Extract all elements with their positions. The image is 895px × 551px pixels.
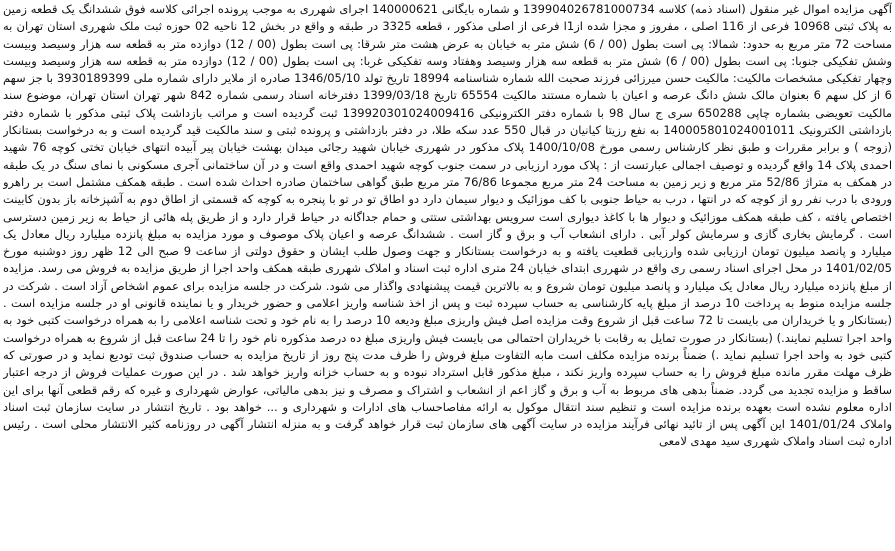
notice-document	[3, 1, 892, 549]
auction-notice-text: آگهی مزایده اموال غیر منقول (اسناد ذمه) کلاسه 139904026781000734 و شماره بایگانی 140000621 اجرای شهرری به موجب پرونده اجرائی کلاسه فوق ششدانگ یک قطعه زمین به پلاک ثبتی 10968 فرعی از 116 اصلی ، مفروز و مجزا شده از1ا فرعی از اصلی مذکور ، قطعه 3325 در طبقه و واقع در بخش 12 ناحیه 02 حوزه ثبت ملک شهرری استان تهران به مساحت 72 متر مربع به حدود: شمالا: پی است بطول (00 / 6) شش متر به خیابان به عرض هشت متر شرقا: پی است بطول (00 / 12) دوازده متر به قطعه سه هزار وسیصد وبیست وشش تفکیکی جنوبا: پی است بطول (00 / 6) شش متر به قطعه سه هزار وسیصد وهفتاد وسه تفکیکی غربا: پی است بطول (00 / 12) دوازده متر به قطعه سه هزار وسیصد وبیست وچهار تفکیکی مشخصات مالکیت: مالکیت حسن میرزائی فرزند صحبت الله شماره شناسنامه 18994 تاریخ تولد 1346/05/10 صادره از ملایر دارای شماره ملی 3930189399 با جز سهم 6 از کل سهم 6 بعنوان مالک شش دانگ عرصه و اعیان با شماره مستند مالکیت 65554 تاریخ 1399/03/18 دفترخانه اسناد رسمی شماره 842 شهر تهران استان تهران، موضوع سند مالکیت تعویضی بشماره چاپی 650288 سری ج سال 98 با شماره دفتر الکترونیکی 139920301024009416 ثبت گردیده است و مراتب بازداشت پلاک ثبتی مذکور با شماره دفتر بازداشتی الکترونیک 140005801024001011 به نفع رزیتا کیانیان در قبال 550 عدد سکه طلا، در دفتر بازداشتی و پرونده ثبتی و سند مالکیت قید گردیده است و به درخواست بستانکار (زوجه ) و برابر مقررات و طبق نظر کارشناس رسمی مورخ 1400/10/08 پلاک مذکور در شهرری خیابان شهید رجائی میدان بهشت خیابان پیر آبیده انتهای خیابان تختی کوچه 76 شهید احمدی پلاک 14 واقع گردیده و توصیف اجمالی عبارتست از : پلاک مورد ارزیابی در سمت جنوب کوچه شهید احمدی واقع است و در آن ساختمانی آجری مسکونی با نمای سنگ در یک طبقه در همکف به متراژ 52/86 متر مربع و زیر زمین به مساحت 24 متر مربع مجموعا 76/86 متر مربع طبق گواهی ساختمان صادره احداث شده است . طبقه همکف مشتمل است بر راهرو ورودی با درب نفر رو از کوچه که در انتها ، درب به حیاط جنوبی با کف موزائیک و دیوار سیمان دارد دو اطاق تو در تو با پنجره به کوچه که قسمتی از اطاق دوم به آشپزخانه باز بدون کابینت اختصاص یافته ، کف طبقه همکف موزائیک و دیوار ها با کاغذ دیواری است سرویس بهداشتی ستتی و حمام جداگانه در حیاط قرار دارد و از طریق پله هائی از حیاط به زیر زمین دسترسی است . گرمایش بخاری گازی و سرمایش کولر آبی . دارای انشعاب آب و برق و گاز است . ششدانگ عرصه و اعیان پلاک موصوف و مورد مزایده به مبلغ پانزده میلیارد ریال معادل یک میلیارد و پانصد میلیون تومان ارزیابی شده وارزیابی قطعیت یافته و به درخواست بستانکار و جهت وصول طلب ایشان و حقوق دولتی از ساعت 9 صبح الی 12 ظهر روز دوشنبه مورخ 1401/02/05 در محل اجرای اسناد رسمی ری واقع در شهرری ابتدای خیابان 24 متری اداره ثبت اسناد و املاک شهرری طبقه همکف واحد اجرا از طریق مزایده به فروش می رسد. مزایده از مبلغ پانزده میلیارد ریال معادل یک میلیارد و پانصد میلیون تومان شروع و به بالاترین قیمت پیشنهادی واگذار می شود. شرکت در جلسه مزایده برای عموم اشخاص آزاد است . شرکت در جلسه مزایده منوط به پرداخت 10 درصد از مبلغ پایه کارشناسی به حساب سپرده ثبت و پس از اخذ شناسه واریز اعلامی و حضور خریدار و یا نماینده قانونی او در جلسه مزایده است . (بستانکار و یا خریداران می بایست تا 72 ساعت قبل از شروع وقت مزایده اصل فیش واریزی مبلغ ودیعه 10 درصد را به نام خود و تحت شناسه اعلامی را به همراه درخواست کتبی خود به واحد اجرا تسلیم نمایند.) (بستانکار در صورت تمایل به رقابت با خریداران احتمالی می بایست فیش واریزی مبلغ ده درصد مذکوره نام خود را تا 24 ساعت قبل از شروع به همراه درخواست کتبی خود به واحد اجرا تسلیم نماید .) ضمناً برنده مزایده مکلف است مابه التفاوت مبلغ فروش را ظرف مدت پنج روز از تاریخ مزایده به حساب صندوق ثبت تودیع نماید و در صورتی که ظرف مهلت مقرر مانده مبلغ فروش را به حساب سپرده واریز نکند ، مبلغ مذکور قابل استرداد نبوده و به حساب خزانه واریز خواهد شد . در این صورت عملیات فروش از درجه اعتبار ساقط و مزایده تجدید می گردد. ضمناً بدهی های مربوط به آب و برق و گاز اعم از انشعاب و اشتراک و مصرف و نیز بدهی مالیاتی، عوارض شهرداری و غیره که رقم قطعی آنها برای این اداره معلوم نشده است بعهده برنده مزایده است و تنظیم سند انتقال موکول به ارائه مفاصاحساب های ادارات و شهرداری و ... خواهد بود . تاریخ انتشار در سایت سازمان ثبت اسناد واملاک 1401/01/24 این آگهی پس از تائید نهائی فرآیند مزایده در سایت آگهی های سازمان ثبت قرار خواهد گرفت و به منزله انتشار آگهی در روزنامه کثیر الانتشار محلی است . رئیس اداره ثبت اسناد واملاک شهرری سید مهدی لامعی	[3, 2, 892, 449]
